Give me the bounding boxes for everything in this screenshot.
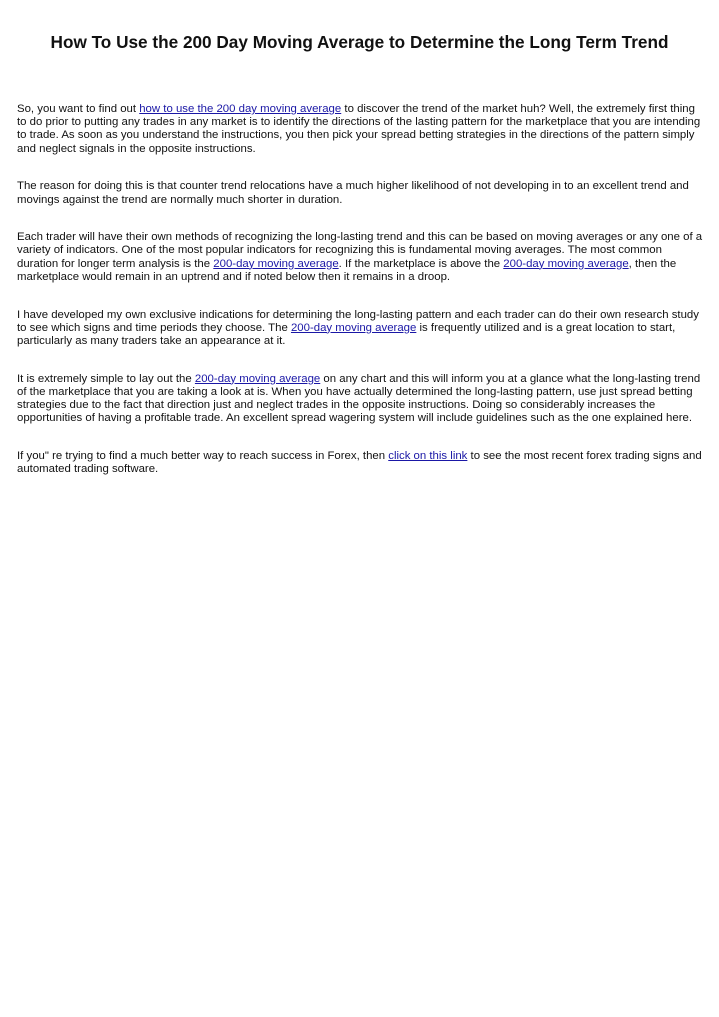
paragraph-text: on any chart and this will inform you at a glance what the long-lasting trend of the marketplace that you are taking a look at is. When you have actually determined the long-lasting pattern, use just spread betting strategies due to the fact that direction just and neglect trades in the opposite instructions. Doing so considerably increases the opportunities of having a profitable trade. An excellent spread wagering system will include guidelines such as the one explained here. (17, 372, 701, 425)
paragraph-2 (17, 180, 703, 206)
page-title: How To Use the 200 Day Moving Average to Determine the Long Term Trend (50, 32, 669, 52)
paragraph-4 (17, 309, 703, 349)
moving-average-link[interactable]: 200-day moving average (290, 321, 417, 334)
paragraph-text: Each trader will have their own methods of recognizing the long-lasting trend and this can be based on moving averages or any one of a variety of indicators. One of the most popular indicators for recognizing this is fundamental moving averages. The most common duration for longer term analysis is the (17, 231, 703, 270)
moving-average-link[interactable]: 200-day moving average (503, 257, 629, 270)
paragraph-text: The reason for doing this is that counter trend relocations have a much higher likelihood of not developing in to an excellent trend and movings against the trend are normally much shorter in duration. (17, 180, 689, 206)
click-here-link[interactable]: click on this link (388, 449, 468, 462)
paragraph-3 (17, 231, 703, 284)
paragraph-text: It is extremely simple to lay out the (17, 372, 195, 385)
paragraph-5 (17, 373, 703, 426)
paragraph-6 (17, 450, 703, 476)
paragraph-text: to see the most recent forex trading signs and automated trading software. (17, 449, 702, 476)
moving-average-link[interactable]: 200-day moving average (194, 372, 321, 385)
paragraph-text: So, you want to find out (17, 103, 140, 115)
moving-average-link[interactable]: 200-day moving average (213, 257, 339, 270)
moving-average-link[interactable]: how to use the 200 day moving average (139, 103, 342, 115)
paragraph-text: is frequently utilized and is a great location to start, particularly as many traders take an appearance at it. (17, 321, 676, 347)
article-body (17, 103, 703, 476)
paragraph-text: If you" re trying to find a much better way to reach success in Forex, then (17, 449, 389, 462)
paragraph-1 (17, 103, 703, 156)
paragraph-text: I have developed my own exclusive indications for determining the long-lasting pattern and each trader can do their own research study to see which signs and time periods they choose. The (17, 308, 699, 334)
paragraph-text: . If the marketplace is above the (338, 257, 504, 270)
paragraph-text: , then the marketplace would remain in an uptrend and if noted below then it remains in a droop. (17, 257, 677, 283)
paragraph-text: to discover the trend of the market huh? Well, the extremely first thing to do prior to putting any trades in any market is to identify the directions of the lasting pattern for the marketplace that you are intending to trade. As soon as you understand the instructions, you then pick your spread betting strategies in the directions of the pattern simply and neglect signals in the opposite instructions. (17, 103, 701, 155)
